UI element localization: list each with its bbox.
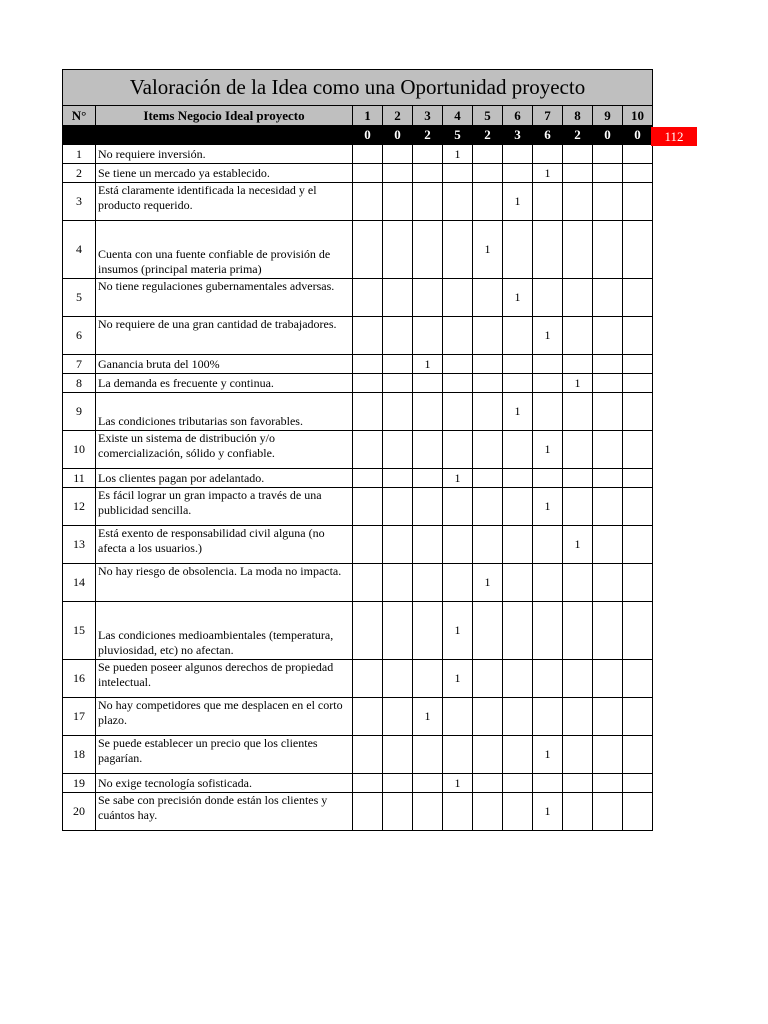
score-cell[interactable]: 1: [503, 393, 533, 431]
score-cell[interactable]: [473, 145, 503, 164]
score-cell[interactable]: [473, 183, 503, 221]
score-cell[interactable]: [383, 602, 413, 660]
score-cell[interactable]: [443, 374, 473, 393]
score-cell[interactable]: [353, 774, 383, 793]
score-cell[interactable]: [443, 736, 473, 774]
score-cell[interactable]: [623, 374, 653, 393]
score-cell[interactable]: [383, 698, 413, 736]
table-row: [63, 355, 653, 374]
row-number: 5: [63, 279, 96, 317]
score-cell[interactable]: 1: [533, 488, 563, 526]
grand-total-badge: 112: [651, 127, 697, 146]
column-total: 0: [623, 126, 653, 145]
score-cell[interactable]: [503, 526, 533, 564]
score-cell[interactable]: [593, 774, 623, 793]
item-text: No tiene regulaciones gubernamentales adversas.: [96, 279, 353, 317]
score-cell[interactable]: [473, 355, 503, 374]
score-cell[interactable]: [353, 145, 383, 164]
score-cell[interactable]: [413, 164, 443, 183]
score-cell[interactable]: [563, 774, 593, 793]
score-cell[interactable]: [353, 374, 383, 393]
score-cell[interactable]: [353, 526, 383, 564]
score-cell[interactable]: [593, 793, 623, 831]
score-cell[interactable]: [503, 564, 533, 602]
score-cell[interactable]: [593, 526, 623, 564]
score-cell[interactable]: [593, 317, 623, 355]
row-number: 13: [63, 526, 96, 564]
column-total: 3: [503, 126, 533, 145]
score-column-header: 5: [473, 106, 503, 126]
score-cell[interactable]: [593, 393, 623, 431]
score-cell[interactable]: [623, 317, 653, 355]
score-cell[interactable]: [623, 793, 653, 831]
item-text: Está exento de responsabilidad civil alguna (no afecta a los usuarios.): [96, 526, 353, 564]
score-cell[interactable]: [593, 164, 623, 183]
score-cell[interactable]: [593, 660, 623, 698]
table-row: [63, 526, 653, 564]
score-cell[interactable]: [623, 660, 653, 698]
column-total: 6: [533, 126, 563, 145]
score-cell[interactable]: [563, 355, 593, 374]
score-cell[interactable]: [623, 736, 653, 774]
score-cell[interactable]: [503, 602, 533, 660]
score-column-header: 7: [533, 106, 563, 126]
score-cell[interactable]: [443, 431, 473, 469]
score-cell[interactable]: [533, 145, 563, 164]
score-column-header: 9: [593, 106, 623, 126]
score-cell[interactable]: [593, 736, 623, 774]
score-cell[interactable]: [383, 183, 413, 221]
score-cell[interactable]: [623, 145, 653, 164]
score-cell[interactable]: [563, 660, 593, 698]
score-cell[interactable]: [503, 774, 533, 793]
score-cell[interactable]: [623, 526, 653, 564]
score-cell[interactable]: 1: [473, 221, 503, 279]
score-cell[interactable]: [503, 488, 533, 526]
score-cell[interactable]: [503, 221, 533, 279]
score-cell[interactable]: [593, 355, 623, 374]
score-column-header: 10: [623, 106, 653, 126]
score-cell[interactable]: [563, 469, 593, 488]
score-cell[interactable]: [473, 793, 503, 831]
score-cell[interactable]: [563, 317, 593, 355]
score-cell[interactable]: [473, 164, 503, 183]
score-cell[interactable]: [353, 431, 383, 469]
score-cell[interactable]: [443, 698, 473, 736]
table-row: [63, 793, 653, 831]
item-text: Se puede establecer un precio que los clientes pagarían.: [96, 736, 353, 774]
score-cell[interactable]: [473, 279, 503, 317]
score-cell[interactable]: [383, 431, 413, 469]
score-cell[interactable]: [503, 793, 533, 831]
score-cell[interactable]: [563, 488, 593, 526]
score-cell[interactable]: [623, 564, 653, 602]
score-cell[interactable]: [353, 469, 383, 488]
score-cell[interactable]: 1: [533, 736, 563, 774]
score-cell[interactable]: [503, 736, 533, 774]
score-cell[interactable]: [623, 164, 653, 183]
item-text: No hay competidores que me desplacen en el corto plazo.: [96, 698, 353, 736]
row-number: 15: [63, 602, 96, 660]
score-cell[interactable]: [413, 736, 443, 774]
column-total: 0: [593, 126, 623, 145]
score-cell[interactable]: [473, 602, 503, 660]
score-cell[interactable]: [383, 469, 413, 488]
score-cell[interactable]: [563, 431, 593, 469]
score-cell[interactable]: [533, 660, 563, 698]
score-cell[interactable]: 1: [443, 602, 473, 660]
row-number: 8: [63, 374, 96, 393]
item-text: Ganancia bruta del 100%: [96, 355, 353, 374]
score-cell[interactable]: [413, 469, 443, 488]
score-cell[interactable]: [353, 317, 383, 355]
score-cell[interactable]: [533, 602, 563, 660]
row-number: 16: [63, 660, 96, 698]
totals-row: [63, 126, 653, 145]
score-cell[interactable]: [473, 660, 503, 698]
score-cell[interactable]: [503, 317, 533, 355]
table-row: [63, 221, 653, 279]
score-cell[interactable]: [503, 469, 533, 488]
score-cell[interactable]: [383, 774, 413, 793]
score-cell[interactable]: [593, 698, 623, 736]
score-cell[interactable]: 1: [533, 431, 563, 469]
score-cell[interactable]: [413, 431, 443, 469]
score-cell[interactable]: [443, 355, 473, 374]
column-total: 0: [383, 126, 413, 145]
row-number: 7: [63, 355, 96, 374]
score-cell[interactable]: [623, 431, 653, 469]
score-cell[interactable]: [443, 393, 473, 431]
score-cell[interactable]: [563, 698, 593, 736]
score-cell[interactable]: [563, 279, 593, 317]
totals-spacer: [63, 126, 96, 145]
column-total: 0: [353, 126, 383, 145]
table-row: [63, 317, 653, 355]
column-total: 5: [443, 126, 473, 145]
table-row: [63, 736, 653, 774]
score-cell[interactable]: 1: [443, 774, 473, 793]
item-text: Cuenta con una fuente confiable de provisión de insumos (principal materia prima): [96, 221, 353, 279]
score-cell[interactable]: [413, 145, 443, 164]
score-cell[interactable]: 1: [533, 164, 563, 183]
score-cell[interactable]: [353, 393, 383, 431]
score-cell[interactable]: [383, 393, 413, 431]
score-cell[interactable]: [593, 469, 623, 488]
column-total: 2: [473, 126, 503, 145]
score-cell[interactable]: [383, 564, 413, 602]
score-cell[interactable]: [563, 564, 593, 602]
score-cell[interactable]: [443, 164, 473, 183]
score-cell[interactable]: [353, 602, 383, 660]
score-cell[interactable]: [503, 660, 533, 698]
score-cell[interactable]: [413, 526, 443, 564]
score-cell[interactable]: 1: [533, 793, 563, 831]
row-number: 2: [63, 164, 96, 183]
score-cell[interactable]: [383, 660, 413, 698]
score-cell[interactable]: [383, 374, 413, 393]
score-cell[interactable]: [443, 221, 473, 279]
item-text: Se sabe con precisión donde están los clientes y cuántos hay.: [96, 793, 353, 831]
score-cell[interactable]: [533, 564, 563, 602]
score-cell[interactable]: 1: [533, 317, 563, 355]
score-cell[interactable]: [623, 355, 653, 374]
score-cell[interactable]: 1: [473, 564, 503, 602]
score-cell[interactable]: [413, 393, 443, 431]
score-cell[interactable]: [353, 164, 383, 183]
score-cell[interactable]: [593, 279, 623, 317]
score-cell[interactable]: [563, 164, 593, 183]
table-row: [63, 660, 653, 698]
score-cell[interactable]: [563, 736, 593, 774]
evaluation-table: [62, 69, 653, 831]
row-number: 19: [63, 774, 96, 793]
score-cell[interactable]: [623, 488, 653, 526]
item-text: Es fácil lograr un gran impacto a través de una publicidad sencilla.: [96, 488, 353, 526]
totals-spacer: [96, 126, 353, 145]
score-cell[interactable]: [413, 602, 443, 660]
table-row: [63, 145, 653, 164]
score-cell[interactable]: [413, 564, 443, 602]
table-row: [63, 774, 653, 793]
score-cell[interactable]: [383, 164, 413, 183]
item-text: Las condiciones tributarias son favorables.: [96, 393, 353, 431]
score-cell[interactable]: [473, 393, 503, 431]
score-cell[interactable]: 1: [413, 698, 443, 736]
score-cell[interactable]: 1: [443, 469, 473, 488]
score-cell[interactable]: [503, 145, 533, 164]
score-cell[interactable]: [353, 564, 383, 602]
score-cell[interactable]: [623, 393, 653, 431]
score-cell[interactable]: [413, 317, 443, 355]
score-cell[interactable]: [443, 526, 473, 564]
score-cell[interactable]: [413, 374, 443, 393]
score-cell[interactable]: [413, 279, 443, 317]
table-row: [63, 279, 653, 317]
score-cell[interactable]: [533, 526, 563, 564]
score-cell[interactable]: [353, 279, 383, 317]
score-cell[interactable]: [353, 660, 383, 698]
score-cell[interactable]: [533, 221, 563, 279]
score-cell[interactable]: [473, 774, 503, 793]
score-cell[interactable]: 1: [413, 355, 443, 374]
score-cell[interactable]: [443, 793, 473, 831]
score-cell[interactable]: [593, 183, 623, 221]
score-cell[interactable]: [623, 221, 653, 279]
item-text: Las condiciones medioambientales (temperatura, pluviosidad, etc) no afectan.: [96, 602, 353, 660]
score-cell[interactable]: [623, 698, 653, 736]
page-title: Valoración de la Idea como una Oportunidad proyecto: [63, 70, 653, 106]
score-cell[interactable]: [623, 602, 653, 660]
score-cell[interactable]: [533, 279, 563, 317]
no-header: N°: [63, 106, 96, 126]
row-number: 17: [63, 698, 96, 736]
score-cell[interactable]: [473, 698, 503, 736]
score-cell[interactable]: [383, 736, 413, 774]
score-cell[interactable]: [533, 393, 563, 431]
table-row: [63, 564, 653, 602]
score-cell[interactable]: [353, 793, 383, 831]
row-number: 12: [63, 488, 96, 526]
item-text: No requiere inversión.: [96, 145, 353, 164]
score-cell[interactable]: [563, 602, 593, 660]
item-text: Se pueden poseer algunos derechos de propiedad intelectual.: [96, 660, 353, 698]
score-cell[interactable]: [353, 698, 383, 736]
score-cell[interactable]: [413, 774, 443, 793]
score-cell[interactable]: [593, 431, 623, 469]
item-text: Existe un sistema de distribución y/o comercialización, sólido y confiable.: [96, 431, 353, 469]
score-cell[interactable]: [593, 488, 623, 526]
score-cell[interactable]: [473, 374, 503, 393]
table-row: [63, 183, 653, 221]
row-number: 20: [63, 793, 96, 831]
row-number: 11: [63, 469, 96, 488]
score-cell[interactable]: [353, 488, 383, 526]
row-number: 1: [63, 145, 96, 164]
score-cell[interactable]: [353, 355, 383, 374]
row-number: 18: [63, 736, 96, 774]
score-cell[interactable]: [593, 221, 623, 279]
score-cell[interactable]: [413, 183, 443, 221]
score-cell[interactable]: [563, 221, 593, 279]
score-cell[interactable]: [473, 431, 503, 469]
score-cell[interactable]: [383, 793, 413, 831]
score-cell[interactable]: [563, 183, 593, 221]
score-cell[interactable]: [533, 698, 563, 736]
score-cell[interactable]: 1: [443, 145, 473, 164]
score-cell[interactable]: 1: [563, 374, 593, 393]
score-cell[interactable]: [413, 660, 443, 698]
items-header: Items Negocio Ideal proyecto: [96, 106, 353, 126]
score-cell[interactable]: [503, 355, 533, 374]
score-cell[interactable]: [443, 183, 473, 221]
score-cell[interactable]: [413, 488, 443, 526]
score-cell[interactable]: [623, 183, 653, 221]
score-cell[interactable]: [383, 355, 413, 374]
table-row: [63, 469, 653, 488]
row-number: 14: [63, 564, 96, 602]
score-cell[interactable]: [473, 526, 503, 564]
item-text: Se tiene un mercado ya establecido.: [96, 164, 353, 183]
score-cell[interactable]: [503, 431, 533, 469]
score-cell[interactable]: [443, 317, 473, 355]
score-cell[interactable]: [353, 736, 383, 774]
score-cell[interactable]: [563, 793, 593, 831]
score-cell[interactable]: [533, 774, 563, 793]
score-cell[interactable]: [593, 564, 623, 602]
score-cell[interactable]: [353, 221, 383, 279]
item-text: Está claramente identificada la necesidad y el producto requerido.: [96, 183, 353, 221]
row-number: 6: [63, 317, 96, 355]
row-number: 9: [63, 393, 96, 431]
score-cell[interactable]: [473, 736, 503, 774]
score-cell[interactable]: [563, 145, 593, 164]
score-cell[interactable]: [593, 145, 623, 164]
score-cell[interactable]: [503, 164, 533, 183]
score-cell[interactable]: [533, 183, 563, 221]
score-cell[interactable]: [443, 564, 473, 602]
table-row: [63, 393, 653, 431]
score-cell[interactable]: [593, 374, 623, 393]
row-number: 4: [63, 221, 96, 279]
score-cell[interactable]: [533, 469, 563, 488]
table-row: [63, 602, 653, 660]
score-cell[interactable]: [623, 774, 653, 793]
item-text: La demanda es frecuente y continua.: [96, 374, 353, 393]
score-cell[interactable]: [383, 279, 413, 317]
score-cell[interactable]: [593, 602, 623, 660]
score-column-header: 3: [413, 106, 443, 126]
score-cell[interactable]: [623, 279, 653, 317]
score-cell[interactable]: [623, 469, 653, 488]
table-row: [63, 698, 653, 736]
score-column-header: 8: [563, 106, 593, 126]
score-cell[interactable]: [383, 317, 413, 355]
score-cell[interactable]: 1: [563, 526, 593, 564]
table-row: [63, 374, 653, 393]
score-cell[interactable]: 1: [503, 279, 533, 317]
table-row: [63, 164, 653, 183]
score-column-header: 1: [353, 106, 383, 126]
score-cell[interactable]: [413, 793, 443, 831]
score-cell[interactable]: [443, 488, 473, 526]
score-cell[interactable]: [353, 183, 383, 221]
row-number: 3: [63, 183, 96, 221]
row-number: 10: [63, 431, 96, 469]
score-cell[interactable]: [473, 469, 503, 488]
header-row: [63, 106, 653, 126]
score-cell[interactable]: 1: [503, 183, 533, 221]
score-column-header: 2: [383, 106, 413, 126]
score-column-header: 4: [443, 106, 473, 126]
item-text: No requiere de una gran cantidad de trabajadores.: [96, 317, 353, 355]
score-cell[interactable]: 1: [443, 660, 473, 698]
table-row: [63, 431, 653, 469]
score-cell[interactable]: [383, 221, 413, 279]
score-cell[interactable]: [533, 355, 563, 374]
item-text: No hay riesgo de obsolencia. La moda no impacta.: [96, 564, 353, 602]
score-cell[interactable]: [383, 526, 413, 564]
score-cell[interactable]: [443, 279, 473, 317]
score-cell[interactable]: [383, 488, 413, 526]
score-cell[interactable]: [413, 221, 443, 279]
score-cell[interactable]: [473, 488, 503, 526]
column-total: 2: [563, 126, 593, 145]
item-text: No exige tecnología sofisticada.: [96, 774, 353, 793]
item-text: Los clientes pagan por adelantado.: [96, 469, 353, 488]
score-cell[interactable]: [503, 374, 533, 393]
score-cell[interactable]: [383, 145, 413, 164]
score-column-header: 6: [503, 106, 533, 126]
score-cell[interactable]: [563, 393, 593, 431]
score-cell[interactable]: [473, 317, 503, 355]
column-total: 2: [413, 126, 443, 145]
score-cell[interactable]: [503, 698, 533, 736]
score-cell[interactable]: [533, 374, 563, 393]
table-row: [63, 488, 653, 526]
